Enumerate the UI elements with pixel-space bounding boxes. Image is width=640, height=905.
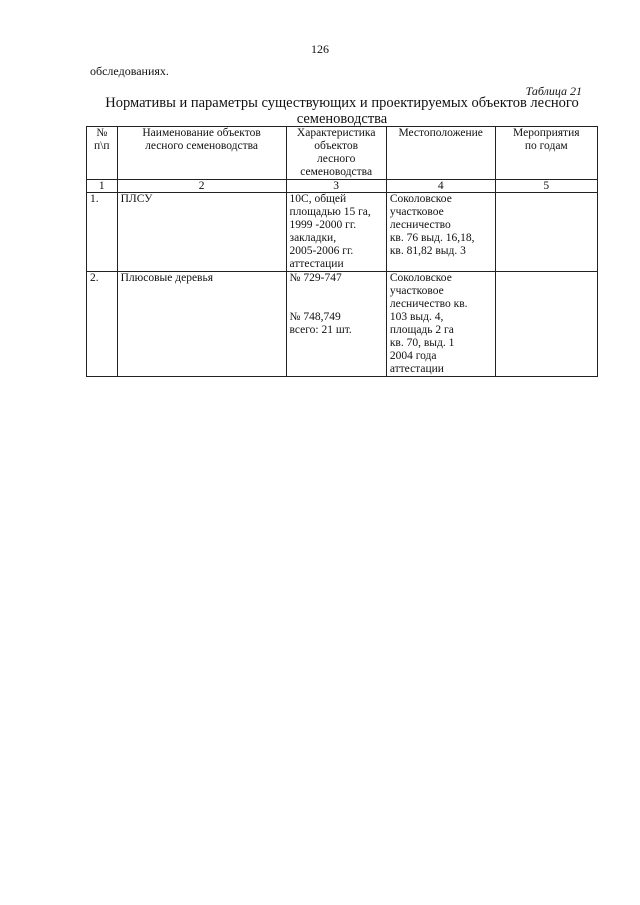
cell-line: кв. 81,82 выд. 3: [389, 245, 466, 257]
row-name: Плюсовые деревья: [117, 272, 286, 377]
header-text: №: [96, 127, 108, 139]
row-number: 1.: [87, 193, 118, 272]
cell-line: закладки,: [289, 232, 337, 244]
header-cell-characteristics: [286, 127, 386, 180]
cell-line: аттестации: [289, 258, 344, 270]
row-activities: [495, 193, 597, 272]
header-text: Мероприятия: [513, 127, 580, 139]
header-cell-name: [117, 127, 286, 180]
header-cell-location: [386, 127, 495, 180]
cell-line: 2004 года: [389, 350, 437, 362]
row-location: [386, 272, 495, 377]
column-number: 3: [286, 180, 386, 193]
cell-line: лесничество кв.: [389, 298, 468, 310]
cell-line: 2005-2006 гг.: [289, 245, 354, 257]
row-characteristics: [286, 193, 386, 272]
cell-line: участковое: [389, 206, 444, 218]
cell-line: участковое: [389, 285, 444, 297]
cell-line: Соколовское: [389, 193, 452, 205]
table-header-row: [87, 127, 598, 180]
cell-line: № 729-747: [289, 272, 342, 284]
cell-line: аттестации: [389, 363, 444, 375]
header-text: лесного семеноводства: [145, 140, 259, 152]
header-text: Наименование объектов: [142, 127, 261, 139]
row-activities: [495, 272, 597, 377]
header-text: лесного: [317, 153, 356, 165]
row-number: 2.: [87, 272, 118, 377]
header-cell-activities: [495, 127, 597, 180]
cell-line: 10С, общей: [289, 193, 347, 205]
page-number: 126: [311, 42, 329, 56]
cell-line: 1999 -2000 гг.: [289, 219, 357, 231]
row-location: [386, 193, 495, 272]
header-text: объектов: [314, 140, 359, 152]
table-caption: Таблица 21: [525, 84, 582, 98]
header-text: Местоположение: [398, 127, 483, 139]
header-text: п\п: [94, 140, 110, 152]
table-row: [87, 193, 598, 272]
cell-line: лесничество: [389, 219, 451, 231]
column-number: 1: [87, 180, 118, 193]
header-cell-number: [87, 127, 118, 180]
cell-line: кв. 76 выд. 16,18,: [389, 232, 475, 244]
column-number: 5: [495, 180, 597, 193]
objects-table: [86, 126, 598, 377]
lead-text: обследованиях.: [90, 64, 169, 78]
header-text: по годам: [524, 140, 568, 152]
header-text: Характеристика: [296, 127, 376, 139]
cell-line: площадь 2 га: [389, 324, 454, 336]
cell-line: площадью 15 га,: [289, 206, 371, 218]
cell-line: 103 выд. 4,: [389, 311, 444, 323]
table-row: [87, 272, 598, 377]
cell-line: кв. 70, выд. 1: [389, 337, 455, 349]
column-number: 2: [117, 180, 286, 193]
cell-line: Соколовское: [389, 272, 452, 284]
table-title: Нормативы и параметры существующих и проектируемых объектов лесного семеноводства: [105, 95, 579, 127]
cell-line: № 748,749: [289, 311, 341, 323]
cell-spacer: [290, 285, 383, 311]
cell-line: всего: 21 шт.: [289, 324, 352, 336]
row-name: ПЛСУ: [117, 193, 286, 272]
column-numbers-row: [87, 180, 598, 193]
header-text: семеноводства: [300, 166, 373, 178]
row-characteristics: [286, 272, 386, 377]
column-number: 4: [386, 180, 495, 193]
